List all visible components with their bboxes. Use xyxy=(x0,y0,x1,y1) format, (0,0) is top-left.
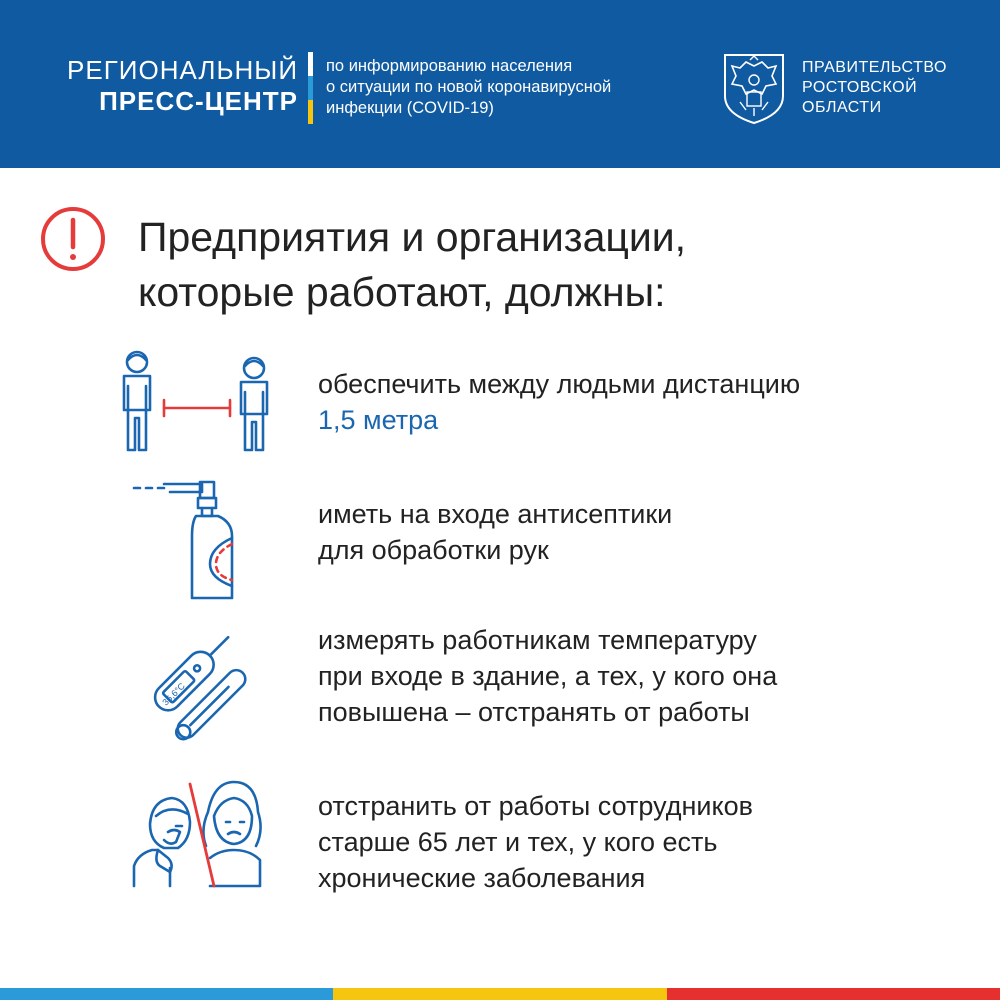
brand-line-press-center: ПРЕСС-ЦЕНТР xyxy=(99,86,298,117)
item-line: отстранить от работы сотрудников xyxy=(318,791,753,821)
description-line: инфекции (COVID-19) xyxy=(326,99,494,117)
header-banner xyxy=(0,0,1000,168)
thermometer-reading: 36,6°C xyxy=(160,680,187,708)
item-distance xyxy=(318,366,800,438)
item-line: хронические заболевания xyxy=(318,863,646,893)
sick-person-icon xyxy=(130,776,264,890)
header-description xyxy=(326,56,686,119)
item-temperature xyxy=(318,622,777,730)
title-line: Предприятия и организации, xyxy=(138,214,687,260)
thermometer-icon xyxy=(132,634,252,746)
footer-tricolor-stripe xyxy=(0,988,1000,1000)
press-center-logo xyxy=(40,55,298,117)
item-line: для обработки рук xyxy=(318,535,549,565)
government-line: РОСТОВСКОЙ xyxy=(802,79,918,96)
item-line: иметь на входе антисептики xyxy=(318,499,673,529)
title-line: которые работают, должны: xyxy=(138,269,666,315)
page-title xyxy=(138,210,978,320)
description-line: о ситуации по новой коронавирусной xyxy=(326,78,612,96)
item-line: обеспечить между людьми дистанцию xyxy=(318,369,801,399)
tricolor-divider xyxy=(308,52,313,124)
item-sanitizer xyxy=(318,496,672,568)
sanitizer-spray-icon xyxy=(128,478,238,604)
government-line: ПРАВИТЕЛЬСТВО xyxy=(802,59,947,76)
item-line: измерять работникам температуру xyxy=(318,625,757,655)
item-line: повышена – отстранять от работы xyxy=(318,697,750,727)
exclamation-icon xyxy=(40,206,106,272)
government-name xyxy=(802,58,947,118)
coat-of-arms-icon xyxy=(722,52,786,126)
government-line: ОБЛАСТИ xyxy=(802,99,882,116)
description-line: по информированию населения xyxy=(326,57,573,75)
social-distance-icon xyxy=(112,348,280,454)
item-line: старше 65 лет и тех, у кого есть xyxy=(318,827,718,857)
item-line: при входе в здание, а тех, у кого она xyxy=(318,661,778,691)
item-highlight: 1,5 метра xyxy=(318,405,439,435)
item-elderly-chronic xyxy=(318,788,753,896)
brand-line-regional: РЕГИОНАЛЬНЫЙ xyxy=(67,55,298,85)
